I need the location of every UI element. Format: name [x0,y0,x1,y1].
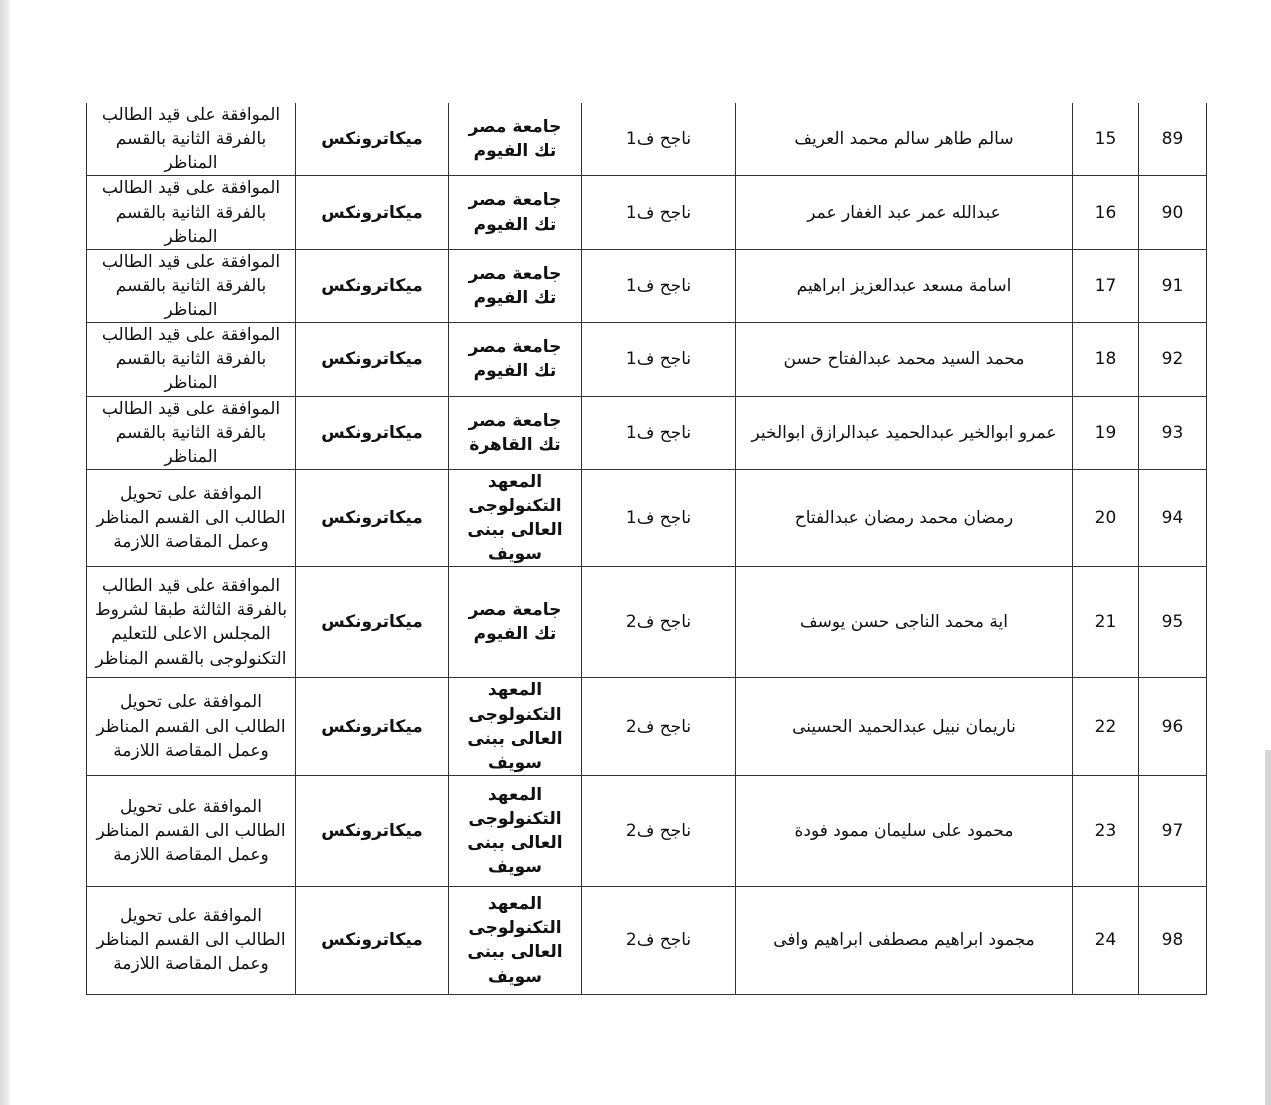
decision-cell: الموافقة على تحويل الطالب الى القسم المناظر وعمل المقاصة اللازمة [87,886,296,994]
page-edge-shadow-right [1265,750,1271,1105]
decision-cell: الموافقة على تحويل الطالب الى القسم المناظر وعمل المقاصة اللازمة [87,775,296,886]
origin-cell: جامعة مصر تك الفيوم [449,103,582,176]
table-row [87,469,1207,567]
department-cell: ميكاترونكس [296,103,449,176]
number-cell: 19 [1073,396,1139,469]
students-table [86,103,1207,995]
serial-cell: 98 [1139,886,1207,994]
serial-cell: 89 [1139,103,1207,176]
status-cell: ناجح ف2 [582,567,736,678]
department-cell: ميكاترونكس [296,775,449,886]
origin-cell: جامعة مصر تك الفيوم [449,249,582,322]
department-cell: ميكاترونكس [296,323,449,396]
department-cell: ميكاترونكس [296,678,449,776]
decision-cell: الموافقة على تحويل الطالب الى القسم المناظر وعمل المقاصة اللازمة [87,678,296,776]
serial-cell: 93 [1139,396,1207,469]
number-cell: 17 [1073,249,1139,322]
table-row [87,176,1207,249]
student-name-cell: مجمود ابراهيم مصطفى ابراهيم وافى [736,886,1073,994]
status-cell: ناجح ف1 [582,469,736,567]
department-cell: ميكاترونكس [296,249,449,322]
student-name-cell: اسامة مسعد عبدالعزيز ابراهيم [736,249,1073,322]
number-cell: 18 [1073,323,1139,396]
serial-cell: 94 [1139,469,1207,567]
serial-cell: 92 [1139,323,1207,396]
student-name-cell: محمود على سليمان ممود فودة [736,775,1073,886]
department-cell: ميكاترونكس [296,396,449,469]
origin-cell: المعهد التكنولوجى العالى ببنى سويف [449,775,582,886]
status-cell: ناجح ف2 [582,678,736,776]
status-cell: ناجح ف1 [582,323,736,396]
table-row [87,886,1207,994]
number-cell: 21 [1073,567,1139,678]
department-cell: ميكاترونكس [296,567,449,678]
serial-cell: 90 [1139,176,1207,249]
table-row [87,775,1207,886]
serial-cell: 97 [1139,775,1207,886]
table-row [87,323,1207,396]
serial-cell: 96 [1139,678,1207,776]
student-name-cell: اية محمد الناجى حسن يوسف [736,567,1073,678]
origin-cell: جامعة مصر تك القاهرة [449,396,582,469]
department-cell: ميكاترونكس [296,886,449,994]
status-cell: ناجح ف1 [582,396,736,469]
table-row [87,396,1207,469]
decision-cell: الموافقة على قيد الطالب بالفرقة الثانية بالقسم المناظر [87,103,296,176]
table-row [87,103,1207,176]
origin-cell: المعهد التكنولوجى العالى ببنى سويف [449,469,582,567]
number-cell: 23 [1073,775,1139,886]
student-name-cell: سالم طاهر سالم محمد العريف [736,103,1073,176]
status-cell: ناجح ف1 [582,176,736,249]
table-row [87,678,1207,776]
page-edge-shadow [0,0,10,1105]
status-cell: ناجح ف1 [582,103,736,176]
decision-cell: الموافقة على قيد الطالب بالفرقة الثانية بالقسم المناظر [87,323,296,396]
number-cell: 15 [1073,103,1139,176]
decision-cell: الموافقة على تحويل الطالب الى القسم المناظر وعمل المقاصة اللازمة [87,469,296,567]
serial-cell: 91 [1139,249,1207,322]
decision-cell: الموافقة على قيد الطالب بالفرقة الثانية بالقسم المناظر [87,396,296,469]
table-row [87,249,1207,322]
table-row [87,567,1207,678]
status-cell: ناجح ف2 [582,775,736,886]
number-cell: 20 [1073,469,1139,567]
status-cell: ناجح ف1 [582,249,736,322]
serial-cell: 95 [1139,567,1207,678]
department-cell: ميكاترونكس [296,176,449,249]
status-cell: ناجح ف2 [582,886,736,994]
number-cell: 16 [1073,176,1139,249]
origin-cell: المعهد التكنولوجى العالى ببنى سويف [449,678,582,776]
student-name-cell: محمد السيد محمد عبدالفتاح حسن [736,323,1073,396]
origin-cell: جامعة مصر تك الفيوم [449,176,582,249]
decision-cell: الموافقة على قيد الطالب بالفرقة الثالثة طبقا لشروط المجلس الاعلى للتعليم التكنولوجى بالقسم المناظر [87,567,296,678]
number-cell: 22 [1073,678,1139,776]
decision-cell: الموافقة على قيد الطالب بالفرقة الثانية بالقسم المناظر [87,176,296,249]
student-name-cell: عبدالله عمر عبد الغفار عمر [736,176,1073,249]
origin-cell: جامعة مصر تك الفيوم [449,323,582,396]
decision-cell: الموافقة على قيد الطالب بالفرقة الثانية بالقسم المناظر [87,249,296,322]
origin-cell: جامعة مصر تك الفيوم [449,567,582,678]
department-cell: ميكاترونكس [296,469,449,567]
student-name-cell: رمضان محمد رمضان عبدالفتاح [736,469,1073,567]
student-name-cell: ناريمان نبيل عبدالحميد الحسينى [736,678,1073,776]
student-name-cell: عمرو ابوالخير عبدالحميد عبدالرازق ابوالخير [736,396,1073,469]
origin-cell: المعهد التكنولوجى العالى ببنى سويف [449,886,582,994]
number-cell: 24 [1073,886,1139,994]
